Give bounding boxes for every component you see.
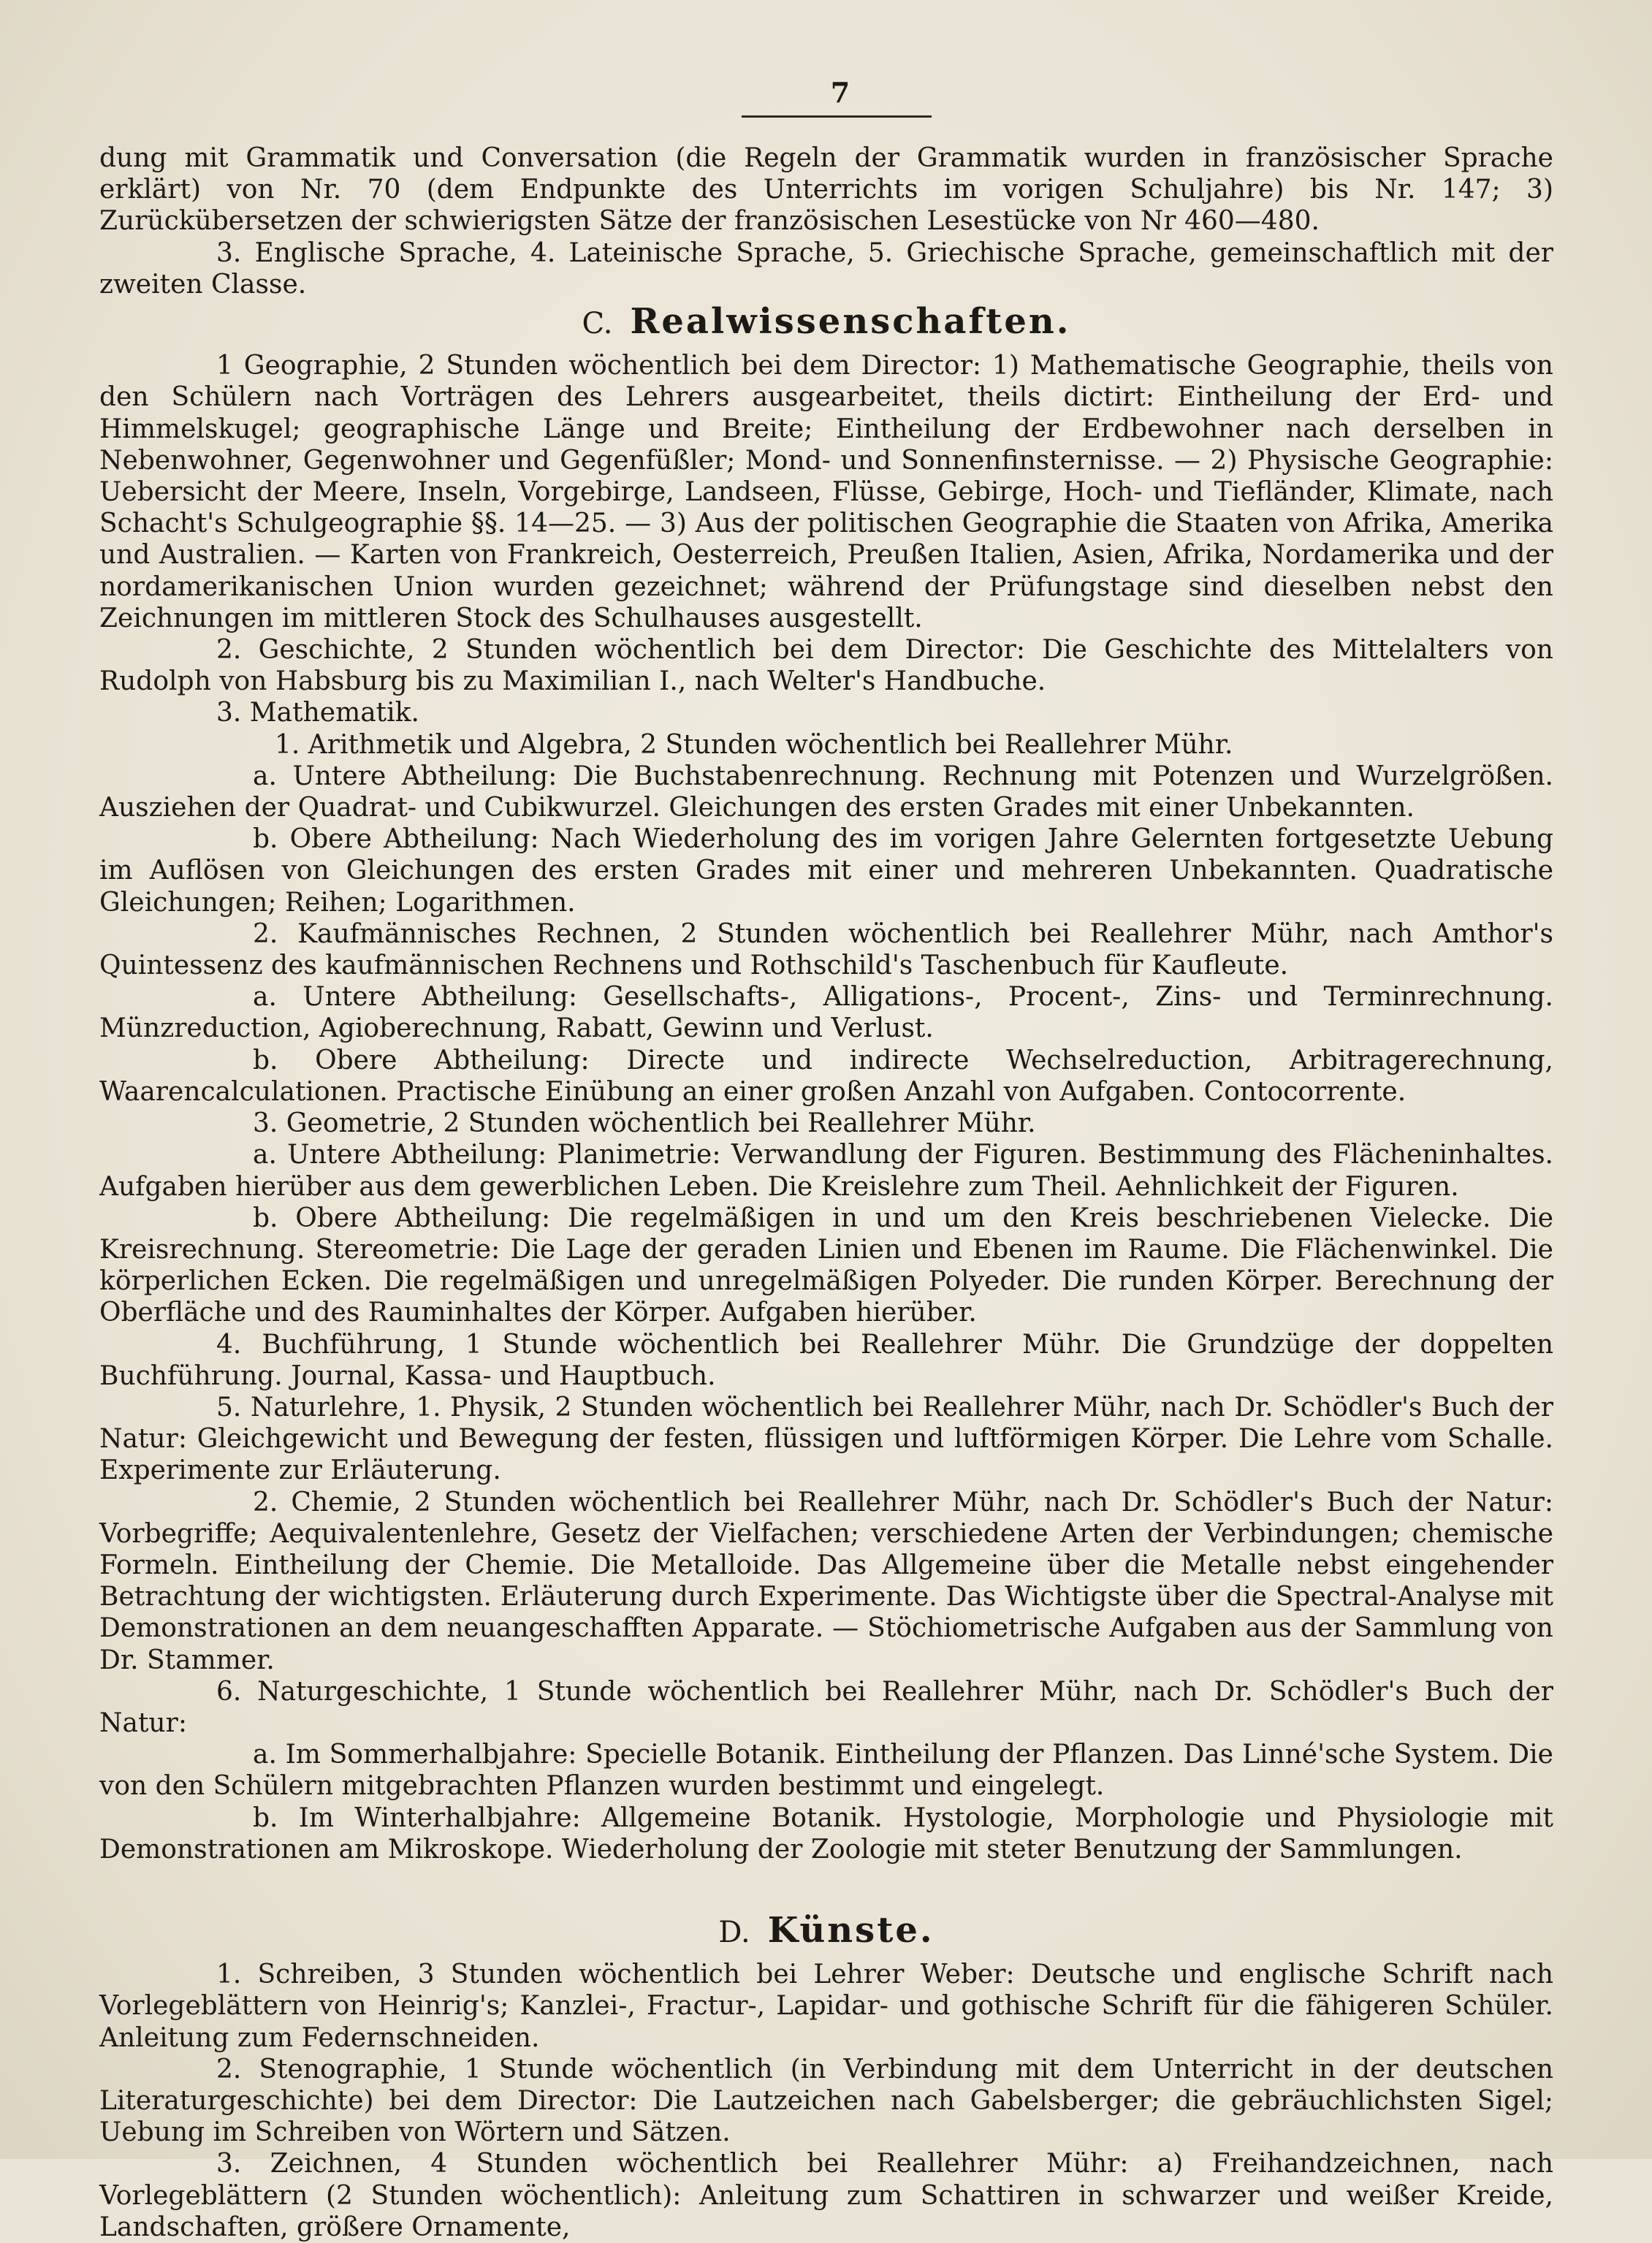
section-d-title: Künste. (767, 1909, 935, 1951)
section-spacer (99, 1865, 1553, 1909)
section-d-letter: D. (718, 1915, 750, 1949)
section-c-heading (99, 301, 1553, 343)
section-d-heading (99, 1909, 1553, 1951)
zeichnen-paragraph: 3. Zeichnen, 4 Stunden wöchentlich bei Reallehrer Mühr: a) Freihandzeichnen, nach Vorlegeblättern (2 Stunden wöchentlich): Anleitung zum Schattiren in schwarzer und weißer Kreide, Landschaften, größere Ornamente, (99, 2149, 1553, 2242)
arithmetik-a-paragraph: a. Untere Abtheilung: Die Buchstabenrechnung. Rechnung mit Potenzen und Wurzelgrößen. Ausziehen der Quadrat- und Cubikwurzel. Gleichungen des ersten Grades mit einer Unbekannten. (99, 761, 1553, 823)
naturgeschichte-paragraph: 6. Naturgeschichte, 1 Stunde wöchentlich bei Reallehrer Mühr, nach Dr. Schödler's Buch der Natur: (99, 1676, 1553, 1738)
naturgeschichte-a-paragraph: a. Im Sommerhalbjahre: Specielle Botanik. Eintheilung der Pflanzen. Das Linné'sche System. Die von den Schülern mitgebrachten Pflanzen wurden bestimmt und eingelegt. (99, 1740, 1553, 1802)
kaufmaennisch-paragraph: 2. Kaufmännisches Rechnen, 2 Stunden wöchentlich bei Reallehrer Mühr, nach Amthor's Quintessenz des kaufmännischen Rechnens und Rothschild's Taschenbuch für Kaufleute. (99, 918, 1553, 981)
arithmetik-b-paragraph: b. Obere Abtheilung: Nach Wiederholung des im vorigen Jahre Gelernten fortgesetzte Uebung im Auflösen von Gleichungen des ersten Grades mit einer und mehreren Unbekannten. Quadratische Gleichungen; Reihen; Logarithmen. (99, 824, 1553, 918)
section-c-title: Realwissenschaften. (630, 301, 1071, 343)
arithmetik-paragraph: 1. Arithmetik und Algebra, 2 Stunden wöchentlich bei Reallehrer Mühr. (275, 729, 1233, 760)
kaufmaennisch-b-paragraph: b. Obere Abtheilung: Directe und indirecte Wechselreduction, Arbitragerechnung, Waarencalculationen. Practische Einübung an einer großen Anzahl von Aufgaben. Contocorrente. (99, 1045, 1553, 1107)
geschichte-paragraph: 2. Geschichte, 2 Stunden wöchentlich bei dem Director: Die Geschichte des Mittelalters von Rudolph von Habsburg bis zu Maximilian I., nach Welter's Handbuche. (99, 635, 1553, 697)
geometrie-b-paragraph: b. Obere Abtheilung: Die regelmäßigen in und um den Kreis beschriebenen Vielecke. Die Kreisrechnung. Stereometrie: Die Lage der geraden Linien und Ebenen im Raume. Die Flächenwinkel. Die körperlichen Ecken. Die regelmäßigen und unregelmäßigen Polyeder. Die runden Körper. Berechnung der Oberfläche und des Rauminhaltes der Körper. Aufgaben hierüber. (99, 1203, 1553, 1328)
mathematik-heading: 3. Mathematik. (216, 698, 419, 728)
page-number-rule (742, 115, 932, 118)
physik-paragraph: 5. Naturlehre, 1. Physik, 2 Stunden wöchentlich bei Reallehrer Mühr, nach Dr. Schödler's Buch der Natur: Gleichgewicht und Bewegung der festen, flüssigen und luftförmigen Körper. Die Lehre vom Schalle. Experimente zur Erläuterung. (99, 1392, 1553, 1486)
naturgeschichte-b-paragraph: b. Im Winterhalbjahre: Allgemeine Botanik. Hystologie, Morphologie und Physiologie mit Demonstrationen am Mikroskope. Wiederholung der Zoologie mit steter Benutzung der Sammlungen. (99, 1802, 1553, 1865)
stenographie-paragraph: 2. Stenographie, 1 Stunde wöchentlich (in Verbindung mit dem Unterricht in der deutschen Literaturgeschichte) bei dem Director: Die Lautzeichen nach Gabelsberger; die gebräuchlichsten Sigel; Uebung im Schreiben von Wörtern und Sätzen. (99, 2054, 1553, 2148)
buchfuehrung-paragraph: 4. Buchführung, 1 Stunde wöchentlich bei Reallehrer Mühr. Die Grundzüge der doppelten Buchführung. Journal, Kassa- und Hauptbuch. (99, 1329, 1553, 1391)
intro-paragraph: dung mit Grammatik und Conversation (die Regeln der Grammatik wurden in französischer Sprache erklärt) von Nr. 70 (dem Endpunkte des Unterrichts im vorigen Schuljahre) bis Nr. 147; 3) Zurückübersetzen der schwierigsten Sätze der französischen Lesestücke von Nr 460—480. (99, 143, 1553, 237)
geographie-paragraph: 1 Geographie, 2 Stunden wöchentlich bei dem Director: 1) Mathematische Geographie, theils von den Schülern nach Vorträgen des Lehrers ausgearbeitet, theils dictirt: Eintheilung der Erd- und Himmelskugel; geographische Länge und Breite; Eintheilung der Erdbewohner nach derselben in Nebenwohner, Gegenwohner und Gegenfüßler; Mond- und Sonnenfinsternisse. — 2) Physische Geographie: Uebersicht der Meere, Inseln, Vorgebirge, Landseen, Flüsse, Gebirge, Hoch- und Tiefländer, Klimate, nach Schacht's Schulgeographie §§. 14—25. — 3) Aus der politischen Geographie die Staaten von Afrika, Amerika und Australien. — Karten von Frankreich, Oesterreich, Preußen Italien, Asien, Afrika, Nordamerika und der nordamerikanischen Union wurden gezeichnet; während der Prüfungstage sind dieselben nebst den Zeichnungen im mittleren Stock des Schulhauses ausgestellt. (99, 351, 1553, 633)
geometrie-paragraph: 3. Geometrie, 2 Stunden wöchentlich bei Reallehrer Mühr. (253, 1108, 1036, 1139)
chemie-paragraph: 2. Chemie, 2 Stunden wöchentlich bei Reallehrer Mühr, nach Dr. Schödler's Buch der Natur: Vorbegriffe; Aequivalentenlehre, Gesetz der Vielfachen; verschiedene Arten der Verbindungen; chemische Formeln. Eintheilung der Chemie. Die Metalloide. Das Allgemeine über die Metalle nebst eingehender Betrachtung der wichtigsten. Erläuterung durch Experimente. Das Wichtigste über die Spectral-Analyse mit Demonstrationen an dem neuangeschafften Apparate. — Stöchiometrische Aufgaben aus der Sammlung von Dr. Stammer. (99, 1487, 1553, 1675)
kaufmaennisch-a-paragraph: a. Untere Abtheilung: Gesellschafts-, Alligations-, Procent-, Zins- und Terminrechnung. Münzreduction, Agioberechnung, Rabatt, Gewinn und Verlust. (99, 982, 1553, 1044)
page-number: 7 (830, 76, 850, 109)
schreiben-paragraph: 1. Schreiben, 3 Stunden wöchentlich bei Lehrer Weber: Deutsche und englische Schrift nach Vorlegeblättern von Heinrig's; Kanzlei-, Fractur-, Lapidar- und gothische Schrift für die fähigeren Schüler. Anleitung zum Federnschneiden. (99, 1960, 1553, 2053)
section-c-letter: C. (582, 307, 613, 341)
document-body (99, 142, 1553, 2243)
languages-paragraph: 3. Englische Sprache, 4. Lateinische Sprache, 5. Griechische Sprache, gemeinschaftlich mit der zweiten Classe. (99, 237, 1553, 300)
geometrie-a-paragraph: a. Untere Abtheilung: Planimetrie: Verwandlung der Figuren. Bestimmung des Flächeninhaltes. Aufgaben hierüber aus dem gewerblichen Leben. Die Kreislehre zum Theil. Aehnlichkeit der Figuren. (99, 1140, 1553, 1202)
